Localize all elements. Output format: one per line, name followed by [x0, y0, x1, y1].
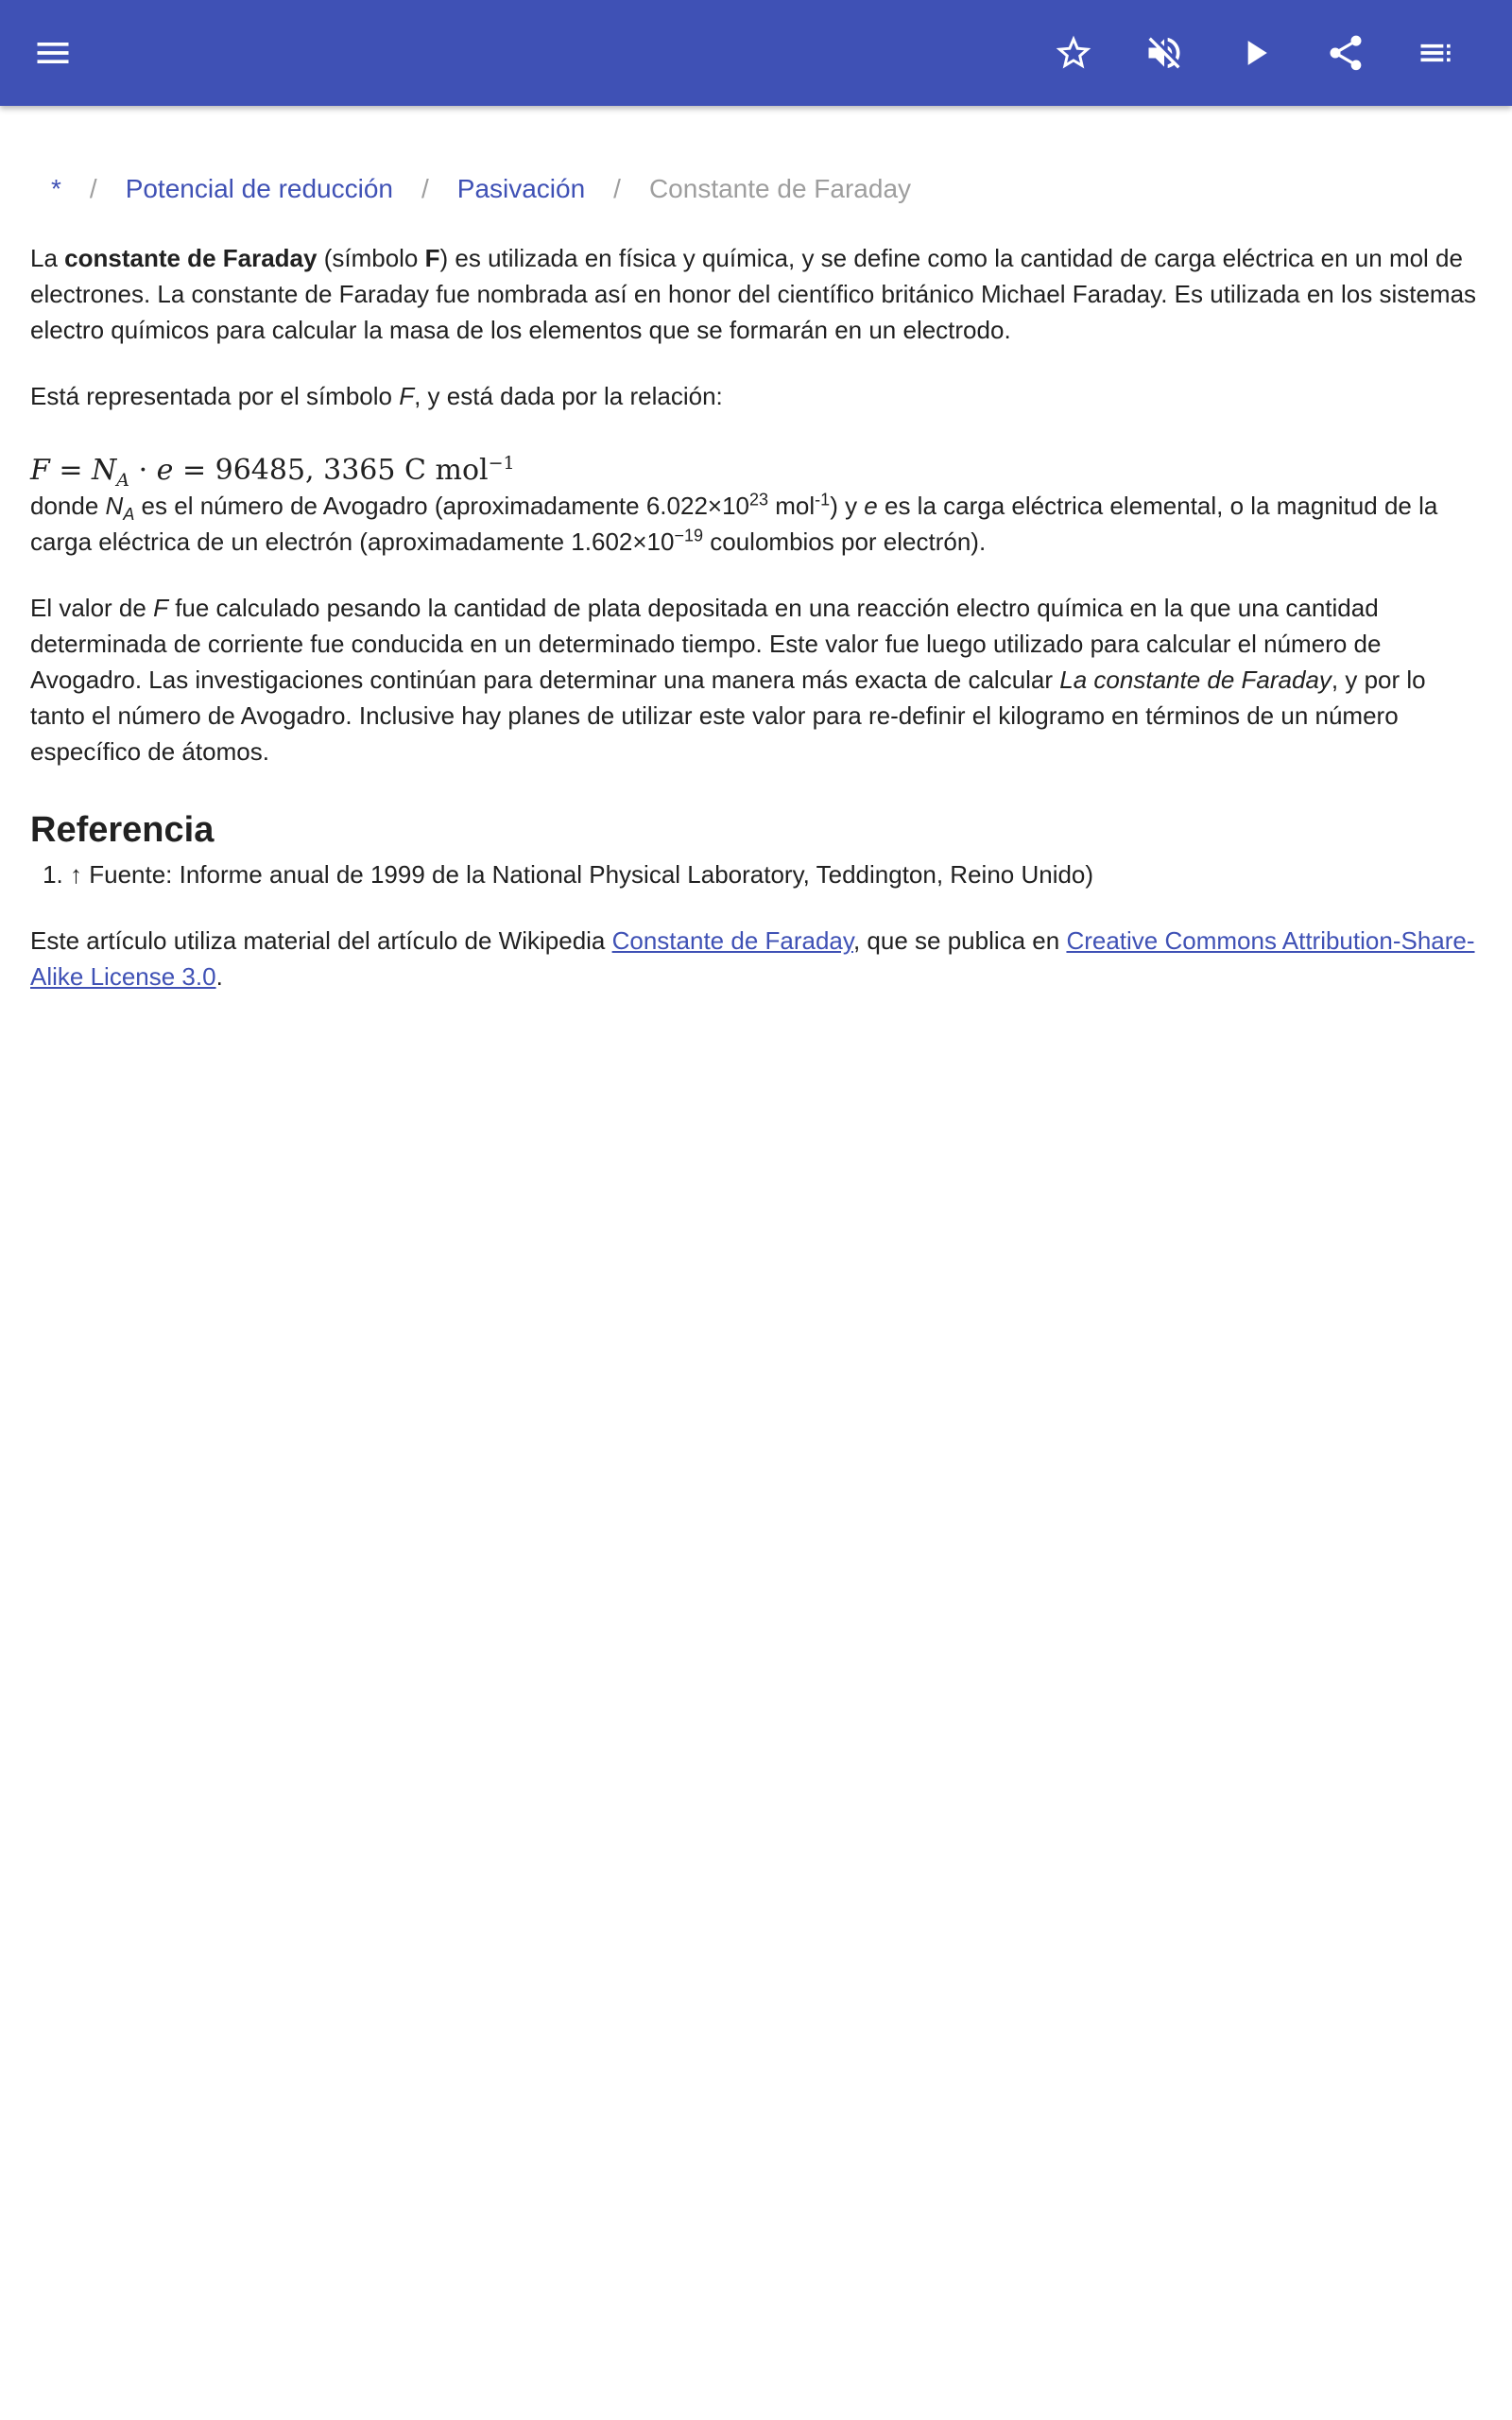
mute-button[interactable]: [1134, 23, 1194, 83]
references-list: [30, 856, 1482, 892]
references-heading: Referencia: [30, 810, 215, 850]
breadcrumb-separator: /: [421, 174, 429, 203]
play-button[interactable]: [1225, 23, 1285, 83]
breadcrumb-separator: /: [89, 174, 97, 203]
share-button[interactable]: [1315, 23, 1376, 83]
license-paragraph: Este artículo utiliza material del artículo de Wikipedia Constante de Faraday, que se publica en Creative Commons Attribution-Share-Alike License 3.0.: [30, 926, 1475, 991]
wikipedia-article-link[interactable]: Constante de Faraday: [611, 926, 853, 955]
list-icon: [1416, 32, 1457, 74]
share-icon: [1325, 32, 1366, 74]
article-content: [30, 106, 1482, 994]
toc-button[interactable]: [1406, 23, 1467, 83]
star-outline-icon: [1053, 32, 1094, 74]
menu-button[interactable]: [23, 23, 83, 83]
app-bar: [0, 0, 1512, 106]
breadcrumb-current: Constante de Faraday: [648, 174, 912, 203]
bookmark-button[interactable]: [1043, 23, 1104, 83]
breadcrumb: [30, 170, 1482, 208]
definition-paragraph: donde $N_A$ es el número de Avogadro (aproximadamente $6.022\times 10^{23}$ mol$^{-1}$) y e es la carga eléctrica elemental, o la magnitud de la carga eléctrica de un electrón (aproximadamente $1.602\times 10^{-19}$ coulombios por electrón).: [30, 490, 1438, 556]
intro-paragraph: La constante de Faraday (símbolo F) es utilizada en física y química, y se define como la cantidad de carga eléctrica en un mol de electrones. La constante de Faraday fue nombrada así en honor del científico británico Michael Faraday. Es utilizada en los sistemas electro químicos para calcular la masa de los elementos que se formarán en un electrodo.: [30, 244, 1477, 344]
history-paragraph: El valor de F fue calculado pesando la cantidad de plata depositada en una reacción electro química en la que una cantidad determinada de corriente fue conducida en un determinado tiempo. Este valor fue luego utilizado para calcular el número de Avogadro. Las investigaciones continúan para determinar una manera más exacta de calcular La constante de Faraday, y por lo tanto el número de Avogadro. Inclusive hay planes de utilizar este valor para re-definir el kilogramo en términos de un número específico de átomos.: [30, 594, 1426, 766]
breadcrumb-item[interactable]: Pasivación: [456, 174, 586, 203]
license-link[interactable]: Creative Commons Attribution-Share-Alike License 3.0: [30, 926, 1475, 991]
reference-item: 1. ↑ Fuente: Informe anual de 1999 de la National Physical Laboratory, Teddington, Reino Unido): [70, 856, 1482, 892]
play-icon: [1234, 32, 1276, 74]
menu-icon: [32, 32, 74, 74]
breadcrumb-separator: /: [613, 174, 621, 203]
faraday-formula: $F = N_A \cdot e = 96485$, 3365 C mol$^{-1}$: [30, 453, 515, 491]
volume-off-icon: [1143, 32, 1185, 74]
breadcrumb-root[interactable]: *: [51, 174, 61, 203]
breadcrumb-item[interactable]: Potencial de reducción: [125, 174, 393, 203]
symbol-paragraph: Está representada por el símbolo F, y está dada por la relación:: [30, 382, 723, 410]
